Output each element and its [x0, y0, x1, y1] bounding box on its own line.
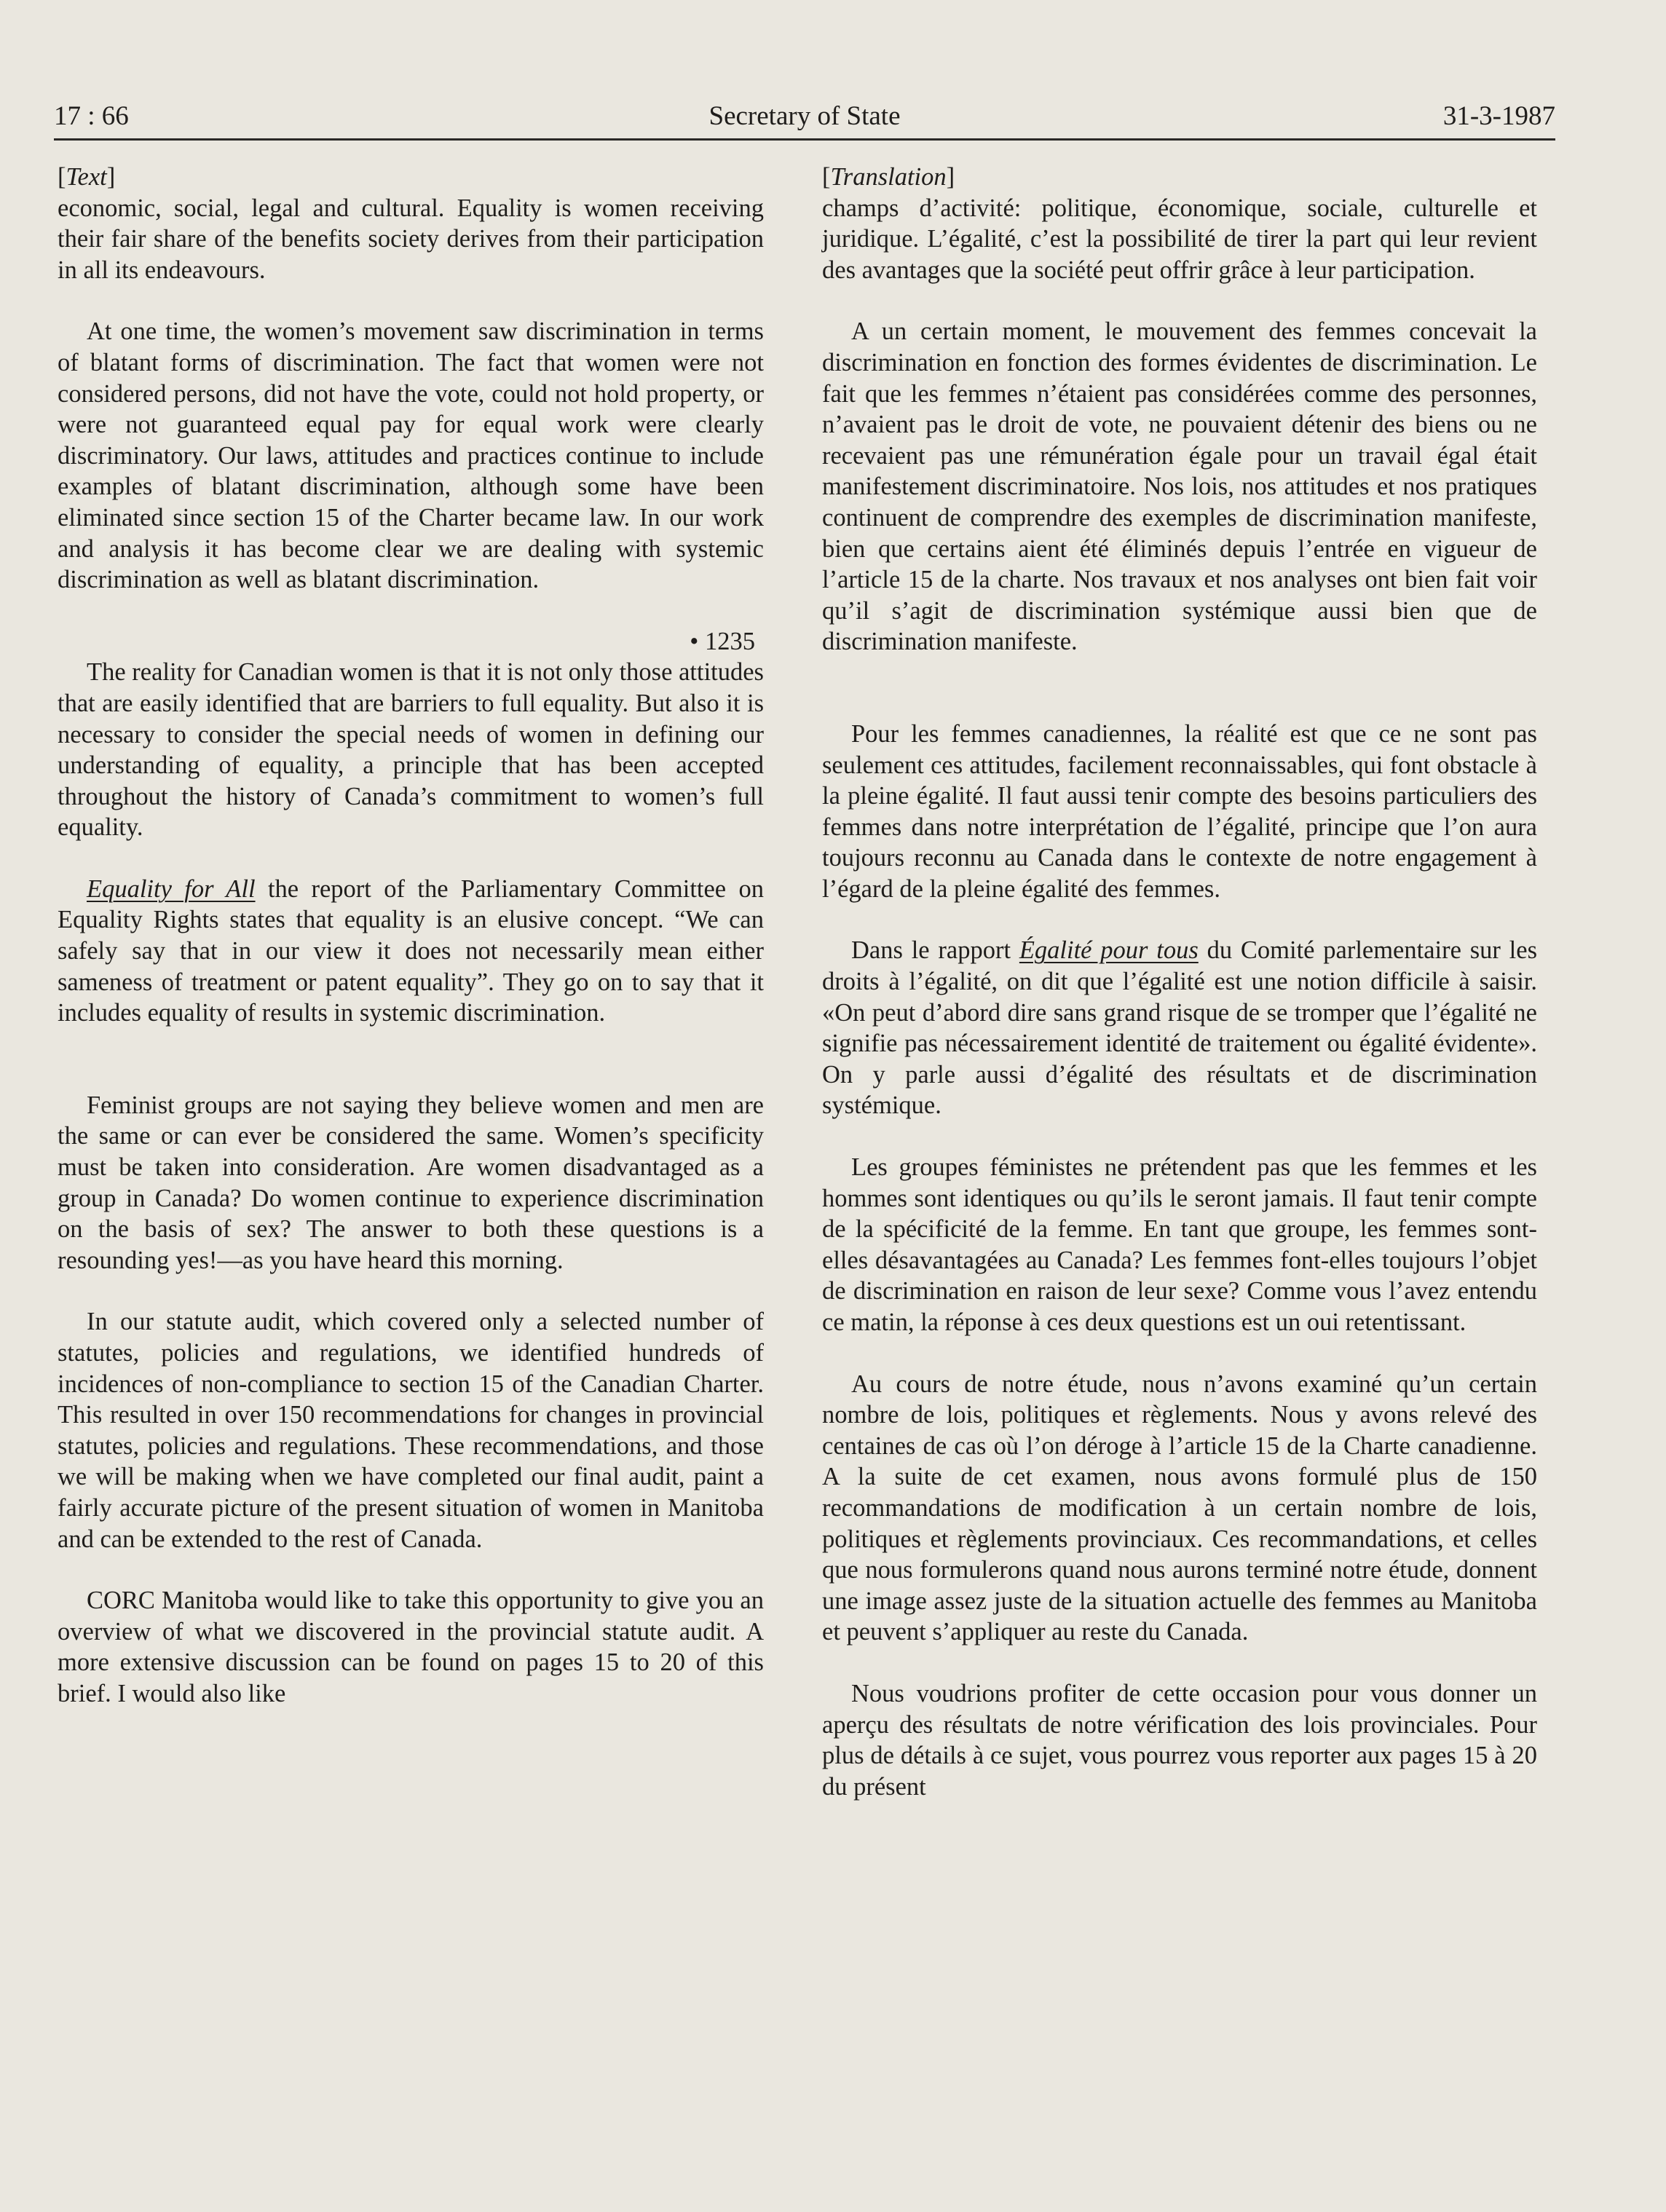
paragraph: Les groupes féministes ne prétendent pas que les femmes et les hommes sont identiques ou qu’ils le seront jamais. Il faut tenir compte de la spécificité de la femme. En tant que groupe, les femmes sont-elles désavantagées au Canada? Les femmes font-elles toujours l’objet de discrimination en raison de leur sexe? Comme vous l’avez entendu ce matin, la réponse à ces deux questions est un oui retentissant.: [822, 1153, 1537, 1336]
paragraph: CORC Manitoba would like to take this opportunity to give you an overview of what we discovered in the provincial statute audit. A more extensive discussion can be found on pages 15 to 20 of this brief. I would also like: [58, 1587, 764, 1707]
paragraph: Pour les femmes canadiennes, la réalité est que ce ne sont pas seulement ces attitudes, facilement reconnaissables, qui font obstacle à la pleine égalité. Il faut aussi tenir compte des besoins particuliers des femmes dans notre interprétation de l’égalité, principe que l’on aura toujours reconnu au Canada dans le contexte de notre engagement à l’égard de la pleine égalité des femmes.: [822, 719, 1537, 903]
paragraph: economic, social, legal and cultural. Equality is women receiving their fair share of the benefits society derives from their participation in all its endeavours.: [58, 194, 764, 284]
paragraph: Au cours de notre étude, nous n’avons examiné qu’un certain nombre de lois, politiques et règlements. Nous y avons relevé des centaines de cas où l’on déroge à l’article 15 de la Charte canadienne. A la suite de cet examen, nous avons formulé plus de 150 recommandations de modification à un certain nombre de lois, politiques et règlements provinciaux. Ces recommandations, et celles que nous formulerons quand nous aurons terminé notre étude, donnent une image assez juste de la situation actuelle des femmes au Manitoba et peuvent s’appliquer au reste du Canada.: [822, 1370, 1537, 1646]
page-number: 17 : 66: [54, 101, 129, 131]
paragraph: Dans le rapport Égalité pour tous du Comité parlementaire sur les droits à l’égalité, on dit que l’égalité est une notion difficile à saisir. «On peut d’abord dire sans grand risque de se tromper que l’égalité ne signifie pas nécessairement identité de traitement ou égalité évidente». On y parle aussi d’égalité des résultats et de discrimination systémique.: [822, 936, 1538, 1120]
report-title: Égalité pour tous: [1019, 936, 1199, 965]
paragraph: champs d’activité: politique, économique, sociale, culturelle et juridique. L’égalité, c’est la possibilité de tirer la part qui leur revient des avantages que la société peut offrir grâce à leur participation.: [822, 194, 1537, 284]
paragraph: Equality for All the report of the Parliamentary Committee on Equality Rights states that equality is an elusive concept. “We can safely say that in our view it does not necessarily mean either sameness of treatment or patent equality”. They go on to say that it includes equality of results in systemic discrimination.: [58, 874, 765, 1027]
english-column: [58, 162, 764, 1710]
paragraph: In our statute audit, which covered only a selected number of statutes, policies and regulations, we identified hundreds of incidences of non-compliance to section 15 of the Canadian Charter. This resulted in over 150 recommendations for changes in provincial statutes, policies and regulations. These recommendations, and those we will be making when we have completed our final audit, paint a fairly accurate picture of the present situation of women in Manitoba and can be extended to the rest of Canada.: [58, 1308, 764, 1553]
page-date: 31-3-1987: [1442, 101, 1555, 131]
column-label-text: [Text]: [58, 163, 116, 191]
paragraph: Nous voudrions profiter de cette occasion pour vous donner un aperçu des résultats de notre vérification des lois provinciales. Pour plus de détails à ce sujet, vous pourrez vous reporter aux pages 15 à 20 du présent: [822, 1679, 1537, 1801]
page-title: Secretary of State: [708, 101, 901, 131]
paragraph: A un certain moment, le mouvement des femmes concevait la discrimination en fonction des formes évidentes de discrimination. Le fait que les femmes n’étaient pas considérées comme des personnes, n’avaient pas le droit de vote, ne pouvaient détenir des biens ou ne recevaient pas une rémunération égale pour un travail égal était manifestement discriminatoire. Nos lois, nos attitudes et nos pratiques continuent de comprendre des exemples de discrimination manifeste, bien que certains aient été éliminés depuis l’entrée en vigueur de l’article 15 de la charte. Nos travaux et nos analyses ont bien fait voir qu’il s’agit de discrimination systémique aussi bien que de discrimination manifeste.: [822, 317, 1537, 656]
paragraph: Feminist groups are not saying they believe women and men are the same or can ever be considered the same. Women’s specificity must be taken into consideration. Are women disadvantaged as a group in Canada? Do women continue to experience discrimination on the basis of sex? The answer to both these questions is a resounding yes!—as you have heard this morning.: [58, 1091, 764, 1274]
page-header: [54, 100, 1555, 141]
french-column: [822, 162, 1537, 1802]
paragraph: At one time, the women’s movement saw discrimination in terms of blatant forms of discrimination. The fact that women were not considered persons, did not have the vote, could not hold property, or were not guaranteed equal pay for equal work were clearly discriminatory. Our laws, attitudes and practices continue to include examples of blatant discrimination, although some have been eliminated since section 15 of the Charter became law. In our work and analysis it has become clear we are dealing with systemic discrimination as well as blatant discrimination.: [58, 317, 764, 594]
column-label-translation: [Translation]: [822, 163, 955, 191]
paragraph: The reality for Canadian women is that it is not only those attitudes that are easily identified that are barriers to full equality. But also it is necessary to consider the special needs of women in defining our understanding of equality, a principle that has been accepted throughout the history of Canada’s commitment to women’s full equality.: [58, 658, 764, 842]
time-mark: • 1235: [690, 627, 755, 655]
report-title: Equality for All: [87, 874, 256, 903]
